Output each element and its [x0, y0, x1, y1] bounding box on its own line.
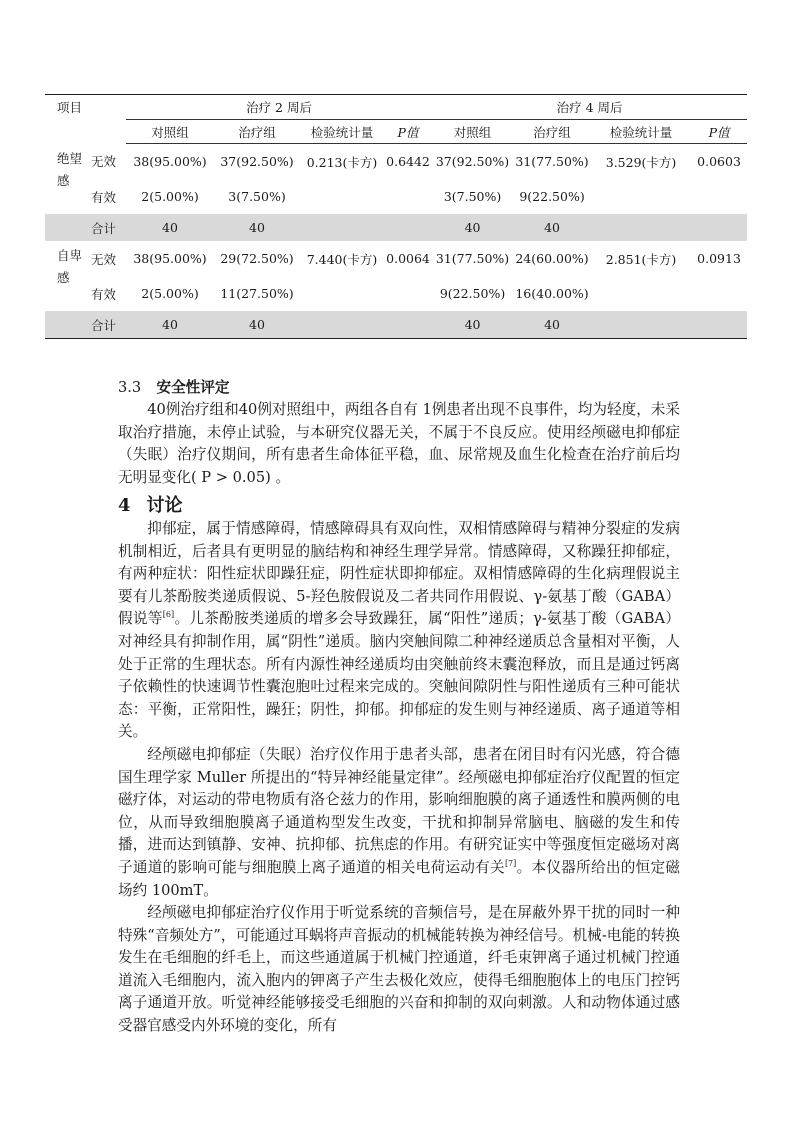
table-cell: [591, 311, 691, 339]
table-cell: 3(7.50%): [443, 189, 502, 204]
table-cell: 11(27.50%): [220, 286, 294, 301]
table-cell: 31(77.50%): [515, 154, 589, 169]
table-cell: 0.6442: [386, 154, 430, 169]
table-cell: 7.440(卡方): [306, 251, 378, 267]
col-header: P值: [384, 120, 432, 144]
col-header: 治疗组: [513, 120, 591, 144]
table-cell: 0.0913: [697, 251, 741, 266]
table-cell: 3.529(卡方): [605, 154, 677, 170]
paragraph-text: 抑郁症，属于情感障碍，情感障碍具有双向性，双相情感障碍与精神分裂症的发病机制相近，后者具有更明显的脑结构和神经生理学异常。情感障碍，又称躁狂抑郁症，有两种症状：阳性症状即躁狂症，阴性症状即抑郁症。双相情感障碍的生化病理假说主要有儿茶酚胺类递质假说、5-羟色胺假说及二者共同作用假说、γ-氨基丁酸（GABA）假说等: [118, 520, 680, 628]
table-cell: 37(92.50%): [220, 154, 294, 169]
table-cell: [300, 311, 384, 339]
table-row: [45, 179, 747, 214]
table-row: [45, 144, 747, 180]
col-header: 检验统计量: [591, 120, 691, 144]
paragraph: 40例治疗组和40例对照组中，两组各自有 1例患者出现不良事件，均为轻度，未采取治疗措施，未停止试验，与本研究仪器无关，不属于不良反应。使用经颅磁电抑郁症（失眠）治疗仪期间，所有患者生命体征平稳，血、尿常规及血生化检查在治疗前后均无明显变化( P > 0.05) 。: [118, 401, 680, 486]
table-row: [45, 241, 747, 276]
table-cell: 40: [214, 311, 300, 339]
group-label: 自卑感: [57, 248, 83, 285]
section-heading-3-3: [118, 376, 229, 397]
section-heading-4: [118, 491, 183, 517]
header-week2: 治疗 2 周后: [126, 95, 432, 120]
table-cell: [384, 214, 432, 241]
section-title: 安全性评定: [156, 379, 230, 396]
table-cell: 31(77.50%): [435, 251, 510, 266]
citation: [7]: [504, 859, 517, 869]
table-cell: 9(22.50%): [519, 189, 585, 204]
table-cell: 24(60.00%): [515, 251, 589, 266]
table-cell: 0.0603: [697, 154, 741, 169]
paragraph-text: 经颅磁电抑郁症（失眠）治疗仪作用于患者头部，患者在闭目时有闪光感，符合德国生理学家 Muller 所提出的“特异神经能量定律”。经颅磁电抑郁症治疗仪配置的恒定磁疗体，对运动的带电物质有洛仑兹力的作用，影响细胞膜的离子通透性和膜两侧的电位，从而导致细胞膜离子通道构型发生改变，干扰和抑制异常脑电、脑磁的发生和传播，进而达到镇静、安神、抗抑郁、抗焦虑的作用。有研究证实中等强度恒定磁场对离子通道的影响可能与细胞膜上离子通道的相关电荷运动有关: [118, 745, 680, 876]
paragraph-text: 。儿茶酚胺类递质的增多会导致躁狂，属“阳性”递质；γ-氨基丁酸（GABA）对神经具有抑制作用，属“阴性”递质。脑内突触间隙二种神经递质总含量相对平衡，人处于正常的生理状态。所有内源性神经递质均由突触前终末囊泡释放，而且是通过钙离子依赖性的快速调节性囊泡胞吐过程来完成的。突触间隙阴性与阳性递质有三种可能状态：平衡，正常阳性，躁狂；阴性，抑郁。抑郁症的发生则与神经递质、离子通道等相关。: [118, 610, 680, 741]
table-cell: [300, 214, 384, 241]
header-week4: 治疗 4 周后: [432, 95, 747, 120]
table-cell: [384, 179, 432, 214]
table-cell: 40: [513, 311, 591, 339]
col-header: P值: [691, 120, 747, 144]
table-cell: 40: [432, 311, 513, 339]
section-3-3-body: [118, 399, 680, 489]
row-label: 无效: [91, 251, 117, 267]
row-label: 有效: [91, 286, 117, 302]
paragraph-text: 。本仪器所给出的恒定磁场约 100mT。: [118, 858, 680, 899]
table-cell: [300, 276, 384, 311]
row-label: 有效: [91, 189, 117, 205]
table-cell: [691, 311, 747, 339]
table-cell: 29(72.50%): [220, 251, 294, 266]
table-cell: [691, 179, 747, 214]
table-row-total: [45, 214, 747, 241]
table-cell: [591, 179, 691, 214]
col-header: 治疗组: [214, 120, 300, 144]
table-cell: 0.0064: [386, 251, 430, 266]
table-cell: 40: [513, 214, 591, 241]
row-label: 合计: [91, 214, 126, 241]
paragraph: 经颅磁电抑郁症治疗仪作用于听觉系统的音频信号，是在屏蔽外界干扰的同时一种特殊“音频处方”，可能通过耳蜗将声音振动的机械能转换为神经信号。机械-电能的转换发生在毛细胞的纤毛上，而这些通道属于机械门控通道，纤毛束钾离子通过机械门控通道流入毛细胞内，流入胞内的钾离子产生去极化效应，使得毛细胞胞体上的电压门控钙离子通道开放。听觉神经能够接受毛细胞的兴奋和抑制的双向刺激。人和动物体通过感受器官感受内外环境的变化，所有: [118, 904, 680, 1035]
table-cell: [384, 276, 432, 311]
paragraph: [118, 518, 680, 744]
table-cell: 2(5.00%): [141, 189, 199, 204]
table-cell: [384, 311, 432, 339]
table-cell: 37(92.50%): [435, 154, 510, 169]
section-4-body: [118, 518, 680, 1038]
table-cell: 0.213(卡方): [306, 154, 378, 170]
table-row-total: [45, 311, 747, 339]
section-title: 讨论: [146, 495, 183, 516]
table-row: [45, 276, 747, 311]
table-cell: 38(95.00%): [133, 154, 207, 169]
table-cell: 40: [214, 214, 300, 241]
table-cell: 9(22.50%): [439, 286, 506, 301]
results-table: [45, 94, 747, 339]
table-cell: [591, 214, 691, 241]
row-label: 合计: [91, 311, 126, 339]
table-cell: 2.851(卡方): [605, 251, 677, 267]
table-cell: 38(95.00%): [133, 251, 207, 266]
table-cell: [300, 179, 384, 214]
header-item: 项目: [45, 95, 91, 120]
table-cell: 40: [126, 214, 214, 241]
col-header: 对照组: [126, 120, 214, 144]
col-header: 检验统计量: [300, 120, 384, 144]
citation: [6]: [162, 610, 175, 620]
table-cell: 2(5.00%): [141, 286, 199, 301]
table-cell: 40: [126, 311, 214, 339]
table-cell: 3(7.50%): [228, 189, 286, 204]
table-cell: 40: [432, 214, 513, 241]
table-cell: [691, 276, 747, 311]
section-number: 3.3: [118, 379, 142, 396]
table-cell: [591, 276, 691, 311]
col-header: 对照组: [432, 120, 513, 144]
paragraph: [118, 744, 680, 902]
section-number: 4: [118, 495, 131, 516]
table-cell: 16(40.00%): [515, 286, 589, 301]
row-label: 无效: [91, 154, 117, 170]
table-cell: [691, 214, 747, 241]
group-label: 绝望感: [57, 150, 83, 188]
